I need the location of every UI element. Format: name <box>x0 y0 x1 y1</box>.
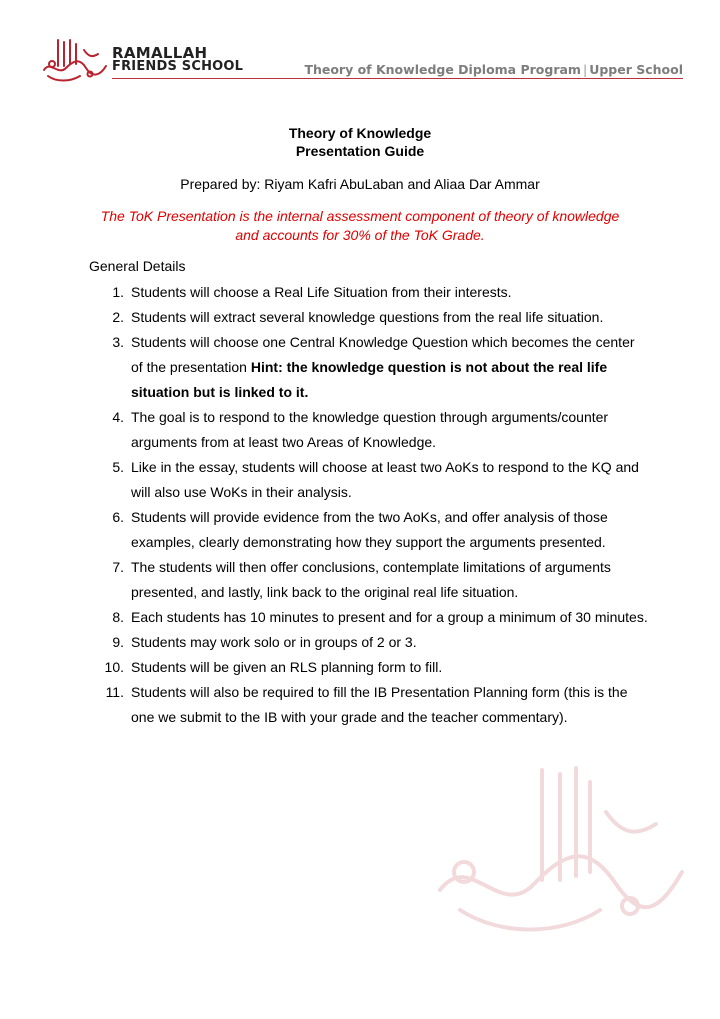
list-item-text: Students will also be required to fill the IB Presentation Planning form (this is the one we submit to the IB with your grade and the teacher commentary). <box>131 684 628 725</box>
list-item <box>89 455 649 505</box>
program-name: Theory of Knowledge Diploma Program <box>304 62 581 77</box>
list-item-number: 7. <box>112 559 124 575</box>
list-item <box>89 280 649 305</box>
school-logo-icon <box>40 36 112 84</box>
document-title: Theory of Knowledge <box>288 125 432 141</box>
list-item-text: Each students has 10 minutes to present and for a group a minimum of 30 minutes. <box>131 609 648 625</box>
document-title-block <box>0 124 720 160</box>
list-item-number: 6. <box>112 509 124 525</box>
school-name-line1: RAMALLAH <box>112 44 208 62</box>
list-item <box>89 555 649 605</box>
list-item-number: 8. <box>112 609 124 625</box>
list-item <box>89 405 649 455</box>
header-separator: | <box>582 62 588 77</box>
list-item-number: 3. <box>112 334 124 350</box>
list-item-text: Students will be given an RLS planning form to fill. <box>131 659 443 675</box>
list-item-text: Students will extract several knowledge questions from the real life situation. <box>131 309 604 325</box>
division-name: Upper School <box>589 62 683 77</box>
list-item-text: The students will then offer conclusions, contemplate limitations of arguments presented, and lastly, link back to the original real life situation. <box>131 559 611 600</box>
list-item <box>89 505 649 555</box>
list-item <box>89 605 649 630</box>
list-item-text: Students will provide evidence from the two AoKs, and offer analysis of those examples, clearly demonstrating how they support the arguments presented. <box>131 509 608 550</box>
list-item-number: 4. <box>112 409 124 425</box>
list-item-text: Students will choose a Real Life Situation from their interests. <box>131 284 512 300</box>
list-item-text: The goal is to respond to the knowledge question through arguments/counter arguments from at least two Areas of Knowledge. <box>131 409 609 450</box>
list-item <box>89 305 649 330</box>
document-subtitle: Presentation Guide <box>295 143 425 159</box>
watermark-logo-icon <box>430 760 690 940</box>
list-item <box>89 630 649 655</box>
school-name-line2: FRIENDS SCHOOL <box>112 59 244 74</box>
list-item <box>89 680 649 730</box>
list-item-text: Students may work solo or in groups of 2 or 3. <box>131 634 417 650</box>
list-item-hint: Hint: the knowledge question is not about the real life situation but is linked to it. <box>131 359 608 400</box>
school-name <box>112 46 243 74</box>
header-rule <box>112 78 683 79</box>
details-list <box>89 280 649 730</box>
section-heading: General Details <box>89 258 186 274</box>
list-item-text: Students will choose one Central Knowledge Question which becomes the center of the presentation <box>131 334 635 375</box>
prepared-by: Prepared by: Riyam Kafri AbuLaban and Aliaa Dar Ammar <box>180 176 540 192</box>
list-item-number: 11. <box>105 684 124 700</box>
list-item <box>89 655 649 680</box>
list-item-number: 1. <box>112 284 124 300</box>
list-item-number: 10. <box>104 659 124 675</box>
list-item-number: 9. <box>112 634 124 650</box>
list-item-text: Like in the essay, students will choose at least two AoKs to respond to the KQ and will also use WoKs in their analysis. <box>131 459 639 500</box>
list-item-number: 2. <box>112 309 124 325</box>
list-item-number: 5. <box>112 459 124 475</box>
program-line <box>304 62 683 77</box>
list-item <box>89 330 649 405</box>
intro-text: The ToK Presentation is the internal assessment component of theory of knowledge and accounts for 30% of the ToK Grade. <box>100 208 620 243</box>
